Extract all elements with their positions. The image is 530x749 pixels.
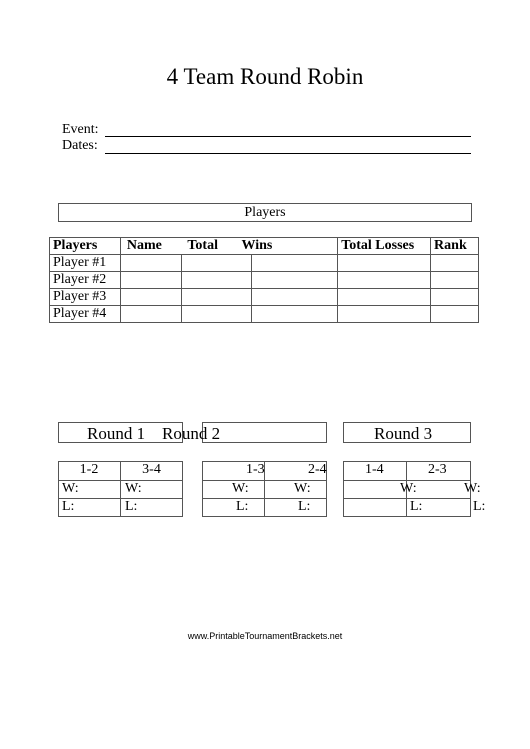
round-1-label: Round 1	[87, 424, 146, 443]
losses-cell[interactable]	[338, 289, 431, 306]
loss-label: L:	[410, 499, 423, 514]
losses-cell[interactable]	[338, 255, 431, 272]
name-cell[interactable]	[120, 306, 181, 323]
column-header-name: Name	[126, 238, 162, 253]
name-cell[interactable]	[120, 289, 181, 306]
players-header-box	[58, 203, 472, 222]
round-2-label: Round 2	[162, 424, 221, 443]
win-label: W:	[294, 481, 311, 496]
total-cell[interactable]	[181, 272, 252, 289]
column-header-wins: Wins	[241, 238, 273, 253]
wins-cell[interactable]	[252, 272, 338, 289]
event-line[interactable]	[105, 136, 471, 137]
name-cell[interactable]	[120, 272, 181, 289]
total-cell[interactable]	[181, 255, 252, 272]
win-label: W:	[62, 481, 79, 496]
wins-cell[interactable]	[252, 255, 338, 272]
column-header-group	[120, 238, 337, 255]
win-label: W:	[125, 481, 142, 496]
loss-label: L:	[236, 499, 249, 514]
table-row	[50, 289, 479, 306]
wins-cell[interactable]	[252, 306, 338, 323]
footer-url: www.PrintableTournamentBrackets.net	[187, 631, 343, 641]
losses-cell[interactable]	[338, 272, 431, 289]
grid-divider	[343, 498, 471, 499]
match-label: 1-3	[246, 462, 265, 477]
win-label: W:	[400, 481, 417, 496]
rank-cell[interactable]	[431, 255, 479, 272]
column-header-total-losses: Total Losses	[338, 238, 431, 255]
round-2-header-box	[202, 422, 327, 443]
table-row	[50, 255, 479, 272]
match-label: 1-2	[79, 462, 99, 477]
page-title: 4 Team Round Robin	[166, 64, 364, 89]
table-header-row	[50, 238, 479, 255]
player-cell: Player #3	[50, 289, 121, 306]
loss-label: L:	[125, 499, 138, 514]
players-table	[49, 237, 479, 323]
players-header: Players	[244, 205, 286, 220]
grid-divider	[58, 498, 183, 499]
column-header-players: Players	[50, 238, 121, 255]
loss-label: L:	[298, 499, 311, 514]
match-label: 2-4	[308, 462, 327, 477]
column-header-total: Total	[187, 238, 218, 253]
table-row	[50, 272, 479, 289]
match-label: 3-4	[142, 462, 161, 477]
total-cell[interactable]	[181, 289, 252, 306]
dates-line[interactable]	[105, 153, 471, 154]
player-cell: Player #2	[50, 272, 121, 289]
match-label: 1-4	[365, 462, 384, 477]
event-label: Event:	[62, 122, 99, 137]
rank-cell[interactable]	[431, 289, 479, 306]
dates-label: Dates:	[62, 138, 98, 153]
name-cell[interactable]	[120, 255, 181, 272]
match-label: 2-3	[428, 462, 447, 477]
player-cell: Player #4	[50, 306, 121, 323]
player-cell: Player #1	[50, 255, 121, 272]
column-header-rank: Rank	[431, 238, 479, 255]
loss-label: L:	[62, 499, 75, 514]
wins-cell[interactable]	[252, 289, 338, 306]
table-row	[50, 306, 479, 323]
rank-cell[interactable]	[431, 272, 479, 289]
round-3-label: Round 3	[374, 424, 433, 443]
losses-cell[interactable]	[338, 306, 431, 323]
total-cell[interactable]	[181, 306, 252, 323]
loss-label: L:	[473, 499, 486, 514]
win-label: W:	[464, 481, 481, 496]
rank-cell[interactable]	[431, 306, 479, 323]
win-label: W:	[232, 481, 249, 496]
